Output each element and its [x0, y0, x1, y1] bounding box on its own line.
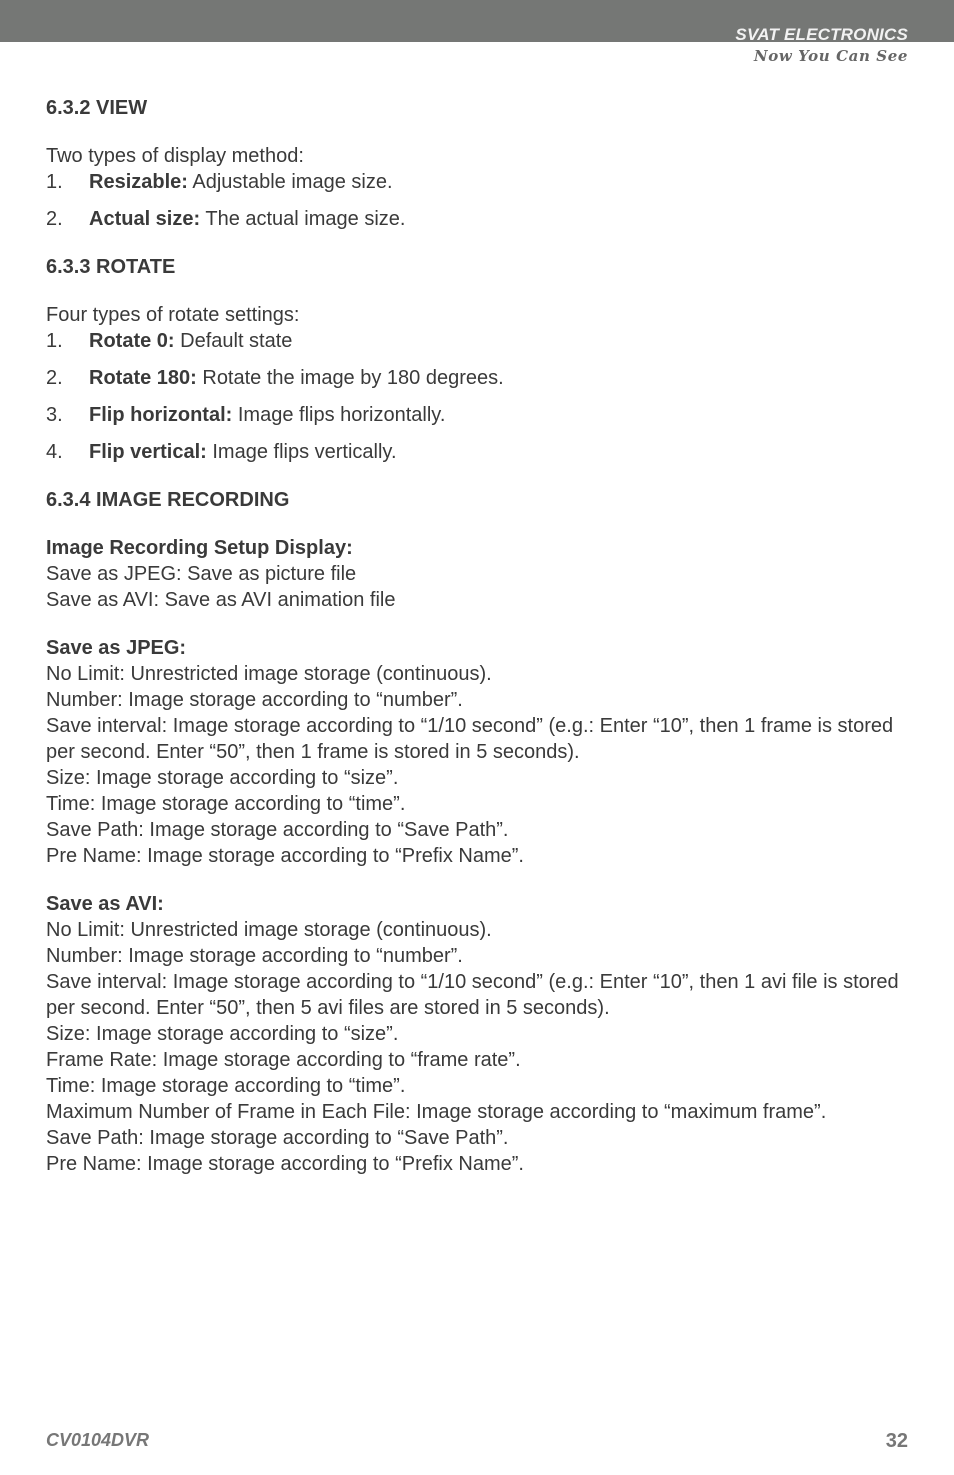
text-line: Save interval: Image storage according to “1/10 second” (e.g.: Enter “10”, then 1 frame is stored per second. Enter “50”, then 1 frame is stored in 5 seconds). [46, 715, 894, 763]
text-line: Number: Image storage according to “number”. [46, 689, 463, 711]
page-content [46, 95, 916, 1199]
list-item: 2. Rotate 180: Rotate the image by 180 degrees. [46, 367, 504, 389]
text-line: Time: Image storage according to “time”. [46, 1075, 406, 1097]
jpeg-title: Save as JPEG: [46, 637, 187, 659]
jpeg-block [46, 635, 916, 869]
text-line: Save Path: Image storage according to “Save Path”. [46, 1127, 509, 1149]
text-line: Time: Image storage according to “time”. [46, 793, 406, 815]
setup-title: Image Recording Setup Display: [46, 537, 353, 559]
section-heading-view: 6.3.2 VIEW [46, 97, 148, 119]
text-line: Size: Image storage according to “size”. [46, 1023, 399, 1045]
text-line: Pre Name: Image storage according to “Prefix Name”. [46, 1153, 524, 1175]
text-line: Number: Image storage according to “number”. [46, 945, 463, 967]
section-rotate [46, 254, 916, 465]
text-line: Size: Image storage according to “size”. [46, 767, 399, 789]
view-list [46, 169, 916, 232]
list-item: 1. Rotate 0: Default state [46, 330, 293, 352]
brand-tagline: Now You Can See [753, 47, 908, 65]
text-line: Save interval: Image storage according to “1/10 second” (e.g.: Enter “10”, then 1 avi file is stored per second. Enter “50”, then 5 avi files are stored in 5 seconds). [46, 971, 899, 1019]
rotate-intro: Four types of rotate settings: [46, 304, 300, 326]
avi-block [46, 891, 916, 1177]
setup-display-block [46, 535, 916, 613]
section-view [46, 95, 916, 232]
text-line: No Limit: Unrestricted image storage (continuous). [46, 663, 492, 685]
text-line: Maximum Number of Frame in Each File: Image storage according to “maximum frame”. [46, 1101, 827, 1123]
page-number: 32 [885, 1430, 908, 1452]
section-heading-rotate: 6.3.3 ROTATE [46, 256, 176, 278]
text-line: Frame Rate: Image storage according to “frame rate”. [46, 1049, 521, 1071]
brand-name: SVAT ELECTRONICS [735, 25, 908, 44]
avi-title: Save as AVI: [46, 893, 164, 915]
view-intro: Two types of display method: [46, 145, 304, 167]
footer-model-name: CV0104DVR [46, 1430, 150, 1450]
list-item: 4. Flip vertical: Image flips vertically. [46, 441, 397, 463]
list-item: 1. Resizable: Adjustable image size. [46, 171, 393, 193]
text-line: Save Path: Image storage according to “Save Path”. [46, 819, 509, 841]
text-line: No Limit: Unrestricted image storage (continuous). [46, 919, 492, 941]
rotate-list [46, 328, 916, 465]
text-line: Save as AVI: Save as AVI animation file [46, 589, 396, 611]
section-heading-recording: 6.3.4 IMAGE RECORDING [46, 489, 290, 511]
list-item: 2. Actual size: The actual image size. [46, 208, 406, 230]
section-image-recording [46, 487, 916, 1177]
text-line: Pre Name: Image storage according to “Prefix Name”. [46, 845, 524, 867]
text-line: Save as JPEG: Save as picture file [46, 563, 357, 585]
list-item: 3. Flip horizontal: Image flips horizontally. [46, 404, 446, 426]
